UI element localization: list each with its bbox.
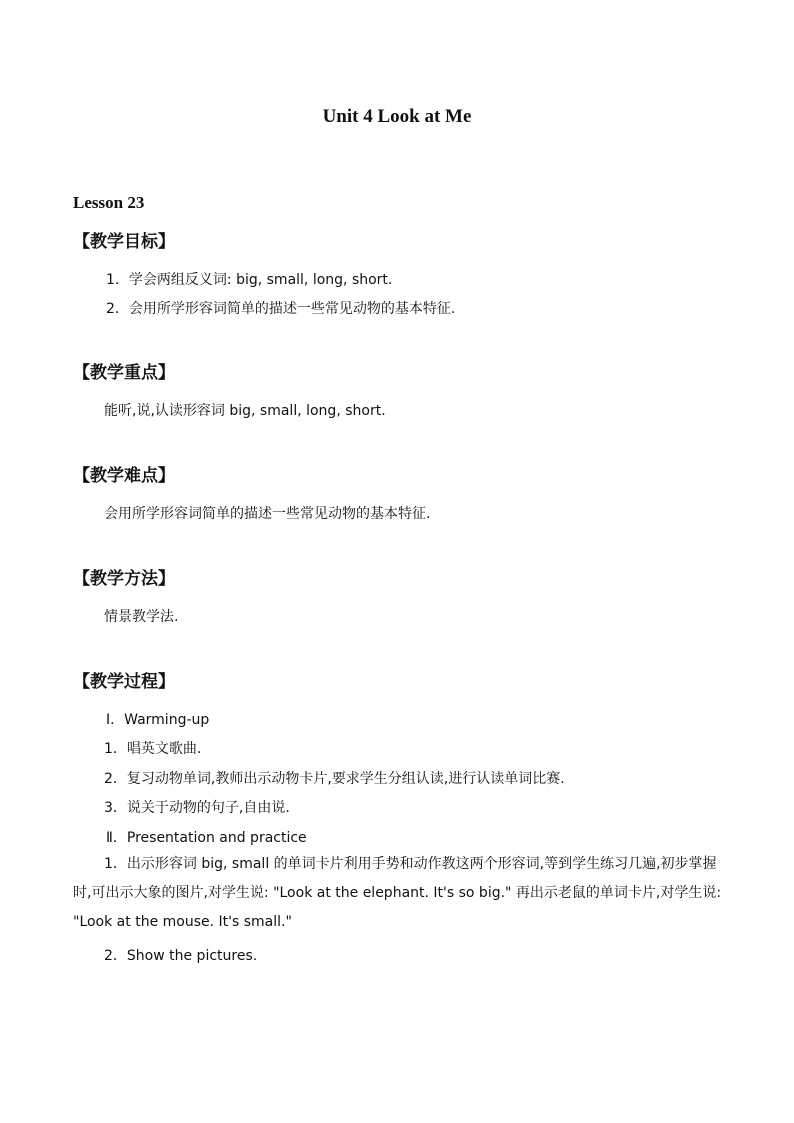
document-title: Unit 4 Look at Me: [322, 106, 472, 127]
process-line-2: 2．复习动物单词,教师出示动物卡片,要求学生分组认读,进行认读单词比赛.: [104, 771, 565, 787]
difficulties-heading: 【教学难点】: [73, 466, 175, 486]
difficulties-text: 会用所学形容词简单的描述一些常见动物的基本特征.: [104, 506, 431, 522]
objective-item-1: 1．学会两组反义词: big, small, long, short.: [106, 272, 393, 288]
process-line-3: 3．说关于动物的句子,自由说.: [104, 800, 290, 816]
process-line-presentation: Ⅱ．Presentation and practice: [106, 830, 307, 846]
process-paragraph: 1．出示形容词 big, small 的单词卡片利用手势和动作教这两个形容词,等到学生练习几遍,初步掌握时,可出示大象的图片,对学生说: "Look at the elephant. It's so big." 再出示老鼠的单词卡片,对学生说: "Look at the mouse. It's small.": [73, 856, 722, 930]
objectives-heading: 【教学目标】: [73, 232, 175, 252]
lesson-label: Lesson 23: [73, 193, 145, 212]
key-points-text: 能听,说,认读形容词 big, small, long, short.: [104, 403, 386, 419]
process-line-1: 1．唱英文歌曲.: [104, 741, 202, 757]
process-line-warming-up: Ⅰ．Warming-up: [106, 712, 210, 728]
objective-item-2: 2．会用所学形容词简单的描述一些常见动物的基本特征.: [106, 301, 456, 317]
key-points-heading: 【教学重点】: [73, 363, 175, 383]
process-last-line: 2．Show the pictures.: [104, 948, 258, 964]
process-heading: 【教学过程】: [73, 672, 175, 692]
methods-heading: 【教学方法】: [73, 569, 175, 589]
methods-text: 情景教学法.: [104, 609, 179, 625]
